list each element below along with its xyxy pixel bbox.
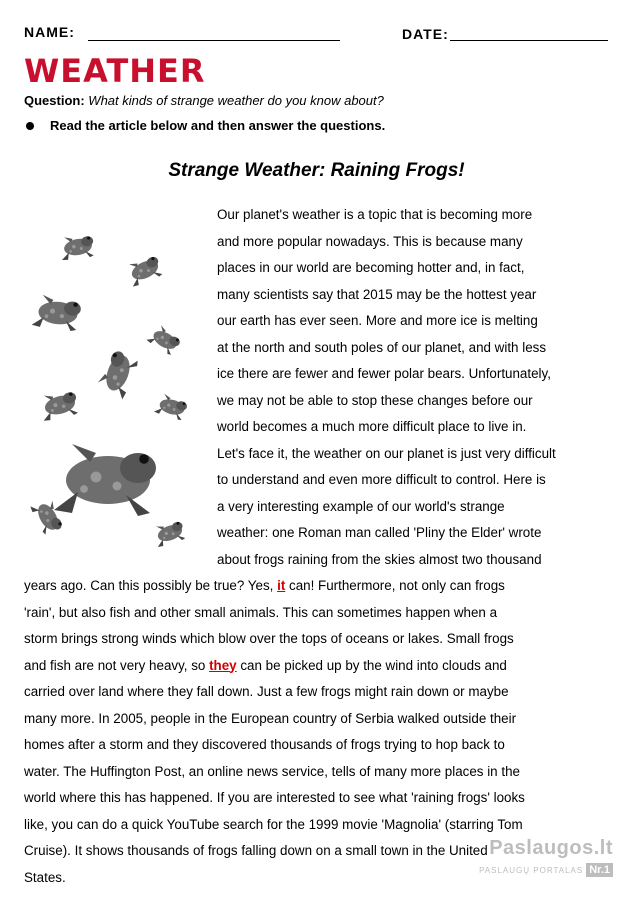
frog-icon (31, 294, 81, 332)
article-line: at the north and south poles of our planet, and with less (217, 339, 547, 355)
article-line: many more. In 2005, people in the European country of Serbia walked outside their (24, 710, 517, 726)
article-line: and fish are not very heavy, so they can be picked up by the wind into clouds and (24, 657, 507, 673)
question (24, 93, 384, 108)
article-line: a very interesting example of our world's strange (217, 498, 505, 514)
article-line: ice there are fewer and fewer polar bears. Unfortunately, (217, 366, 551, 381)
frog-icon (154, 392, 189, 421)
date-label: DATE: (402, 26, 449, 42)
name-line[interactable] (88, 40, 340, 41)
article-line: to understand and even more difficult to control. Here is (217, 472, 546, 487)
article-line: States. (24, 869, 66, 885)
watermark-tagline: PASLAUGŲ PORTALAS (479, 866, 584, 875)
highlight-it: it (277, 578, 286, 593)
article-line: water. The Huffington Post, an online news service, tells of many more places in the (24, 763, 520, 779)
question-text: What kinds of strange weather do you know about? (88, 93, 384, 108)
article-line: 'rain', but also fish and other small animals. This can sometimes happen when a (24, 604, 498, 620)
frog-icon (37, 388, 80, 423)
page-title: WEATHER (24, 52, 206, 90)
frog-icon (124, 252, 165, 288)
article-line: homes after a storm and they discovered thousands of frogs trying to hop back to (24, 737, 505, 752)
article-line: many scientists say that 2015 may be the hottest year (217, 286, 537, 302)
article-line: places in our world are becoming hotter and, in fact, (217, 260, 525, 275)
article-line: our earth has ever seen. More and more ice is melting (217, 313, 538, 328)
article-line: carried over land where they fall down. Just a few frogs might rain down or maybe (24, 684, 509, 699)
highlight-they: they (209, 657, 237, 673)
frog-icon (151, 518, 187, 549)
watermark (479, 837, 613, 878)
article-title: Strange Weather: Raining Frogs! (168, 160, 465, 181)
article-line: years ago. Can this possibly be true? Yes, it can! Furthermore, not only can frogs (24, 578, 505, 593)
article-line: like, you can do a quick YouTube search for the 1999 movie 'Magnolia' (starring Tom (24, 816, 523, 832)
frog-icon (58, 232, 96, 262)
name-label: NAME: (24, 24, 75, 40)
frog-icon (146, 323, 183, 357)
watermark-site: Paslaugos.lt (489, 837, 613, 859)
frog-icon (54, 444, 156, 516)
article-line: storm brings strong winds which blow over the tops of oceans or lakes. Small frogs (24, 631, 514, 646)
article-line: Our planet's weather is a topic that is becoming more (217, 207, 533, 222)
article-line: weather: one Roman man called 'Pliny the Elder' wrote (217, 525, 542, 540)
article-line: about frogs raining from the skies almost two thousand (217, 551, 542, 567)
watermark-badge: Nr.1 (586, 863, 613, 877)
article-line: world where this has happened. If you are interested to see what 'raining frogs' looks (24, 790, 525, 805)
instruction (26, 118, 385, 133)
falling-frogs-illustration (20, 225, 200, 555)
article-line: we may not be able to stop these changes before our (217, 392, 533, 408)
article-line: Cruise). It shows thousands of frogs falling down on a small town in the United (24, 843, 488, 858)
instruction-text: Read the article below and then answer the questions. (50, 118, 386, 133)
article-line: world becomes a much more difficult place to live in. (217, 419, 527, 434)
article-line: Let's face it, the weather on our planet is just very difficult (217, 445, 556, 461)
frog-icon (29, 495, 67, 536)
question-label: Question: (24, 93, 85, 108)
frog-icon (95, 348, 139, 400)
date-line[interactable] (450, 40, 608, 41)
article-line: and more popular nowadays. This is because many (217, 233, 523, 249)
bullet-icon (26, 122, 34, 130)
